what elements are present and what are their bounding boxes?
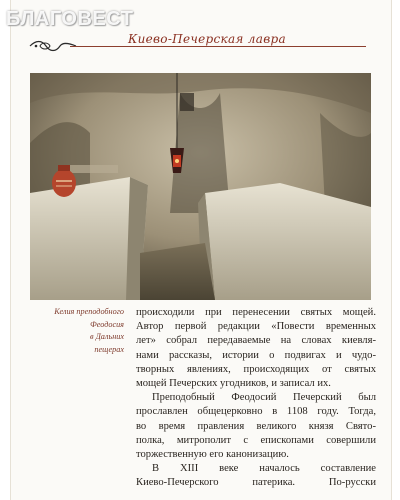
cave-cell-photo-art (30, 73, 371, 300)
text-line: Киево-Печерского патерика. По-русски (136, 477, 376, 489)
text-line: В XIII веке началось составление (152, 463, 376, 475)
caption-line: в Дальних (90, 332, 124, 342)
text-line: прославлен общецерковно в 1108 году. Тогда, (136, 406, 376, 418)
text-line: Преподобный Феодосий Печерский был (152, 392, 376, 404)
text-line: Автор первой редакции «Повести временных (136, 321, 376, 333)
watermark-logo: БЛАГОВЕСТ (6, 8, 134, 30)
text-line: творных явлениях, происходящих от святых (136, 363, 376, 375)
text-line: во время правления великого князя Свято- (136, 420, 376, 432)
paragraph (136, 306, 376, 391)
article-body (136, 306, 376, 491)
paragraph (136, 391, 376, 462)
paragraph (136, 462, 376, 490)
caption-line: Феодосия (90, 319, 124, 329)
text-line: торжественную его канонизацию. (136, 449, 289, 461)
chapter-title: Киево-Печерская лавра (128, 32, 286, 46)
caption-line: пещерах (94, 344, 124, 354)
text-line: полка, митрополит с епископами совершили (136, 434, 376, 446)
text-line: нами рассказы, истории о подвигах и чудо- (136, 349, 376, 361)
cave-cell-photo (30, 73, 371, 300)
text-line: происходили при перенесении святых мощей. (136, 307, 376, 318)
text-line: мощей Печерских угодников, и записал их. (136, 378, 331, 390)
photo-caption (28, 306, 124, 356)
text-line: лет» собрал передаваемые на словах киевля- (136, 335, 376, 347)
header-rule (70, 46, 366, 47)
caption-line: Келия преподобного (54, 307, 124, 316)
